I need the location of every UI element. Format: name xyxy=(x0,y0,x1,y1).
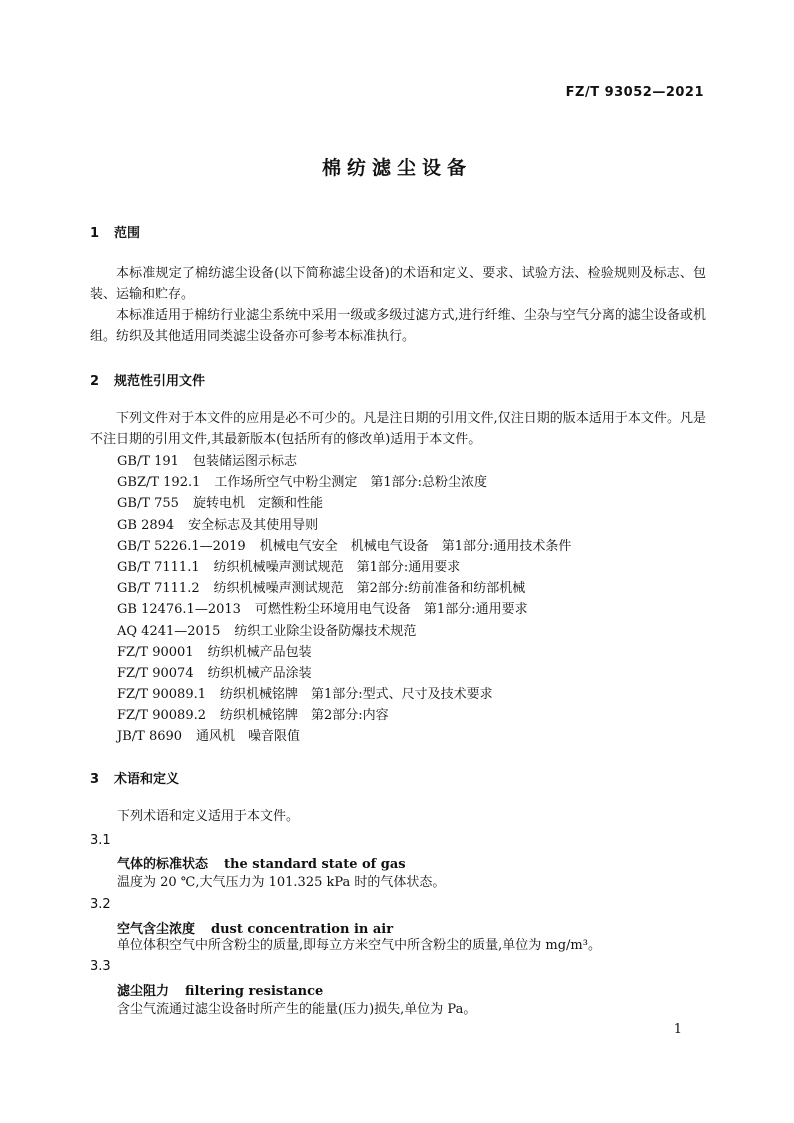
term-name-en: the standard state of gas xyxy=(224,857,406,872)
terms-intro: 下列术语和定义适用于本文件。 xyxy=(117,809,300,824)
term-name-zh: 气体的标准状态 xyxy=(117,857,209,872)
page-number: 1 xyxy=(673,1022,682,1037)
reference-title: 旋转电机 定额和性能 xyxy=(192,496,323,512)
document-title: 棉纺滤尘设备 xyxy=(321,157,472,179)
reference-title: 可燃性粉尘环境用电气设备 第1部分:通用要求 xyxy=(254,602,528,618)
term-number: 3.1 xyxy=(90,833,111,848)
reference-code: GB/T 191 xyxy=(117,454,179,469)
reference-item xyxy=(117,493,717,514)
reference-item xyxy=(117,557,717,578)
term-heading xyxy=(117,853,406,872)
reference-item xyxy=(117,515,717,536)
reference-code: FZ/T 90001 xyxy=(117,644,194,660)
term-name-en: filtering resistance xyxy=(185,984,324,999)
term-definition: 温度为 20 ℃,大气压力为 101.325 kPa 时的气体状态。 xyxy=(117,875,446,890)
reference-code: GBZ/T 192.1 xyxy=(117,475,201,491)
reference-code: GB 12476.1—2013 xyxy=(117,602,241,618)
reference-item xyxy=(117,621,717,642)
reference-title: 机械电气安全 机械电气设备 第1部分:通用技术条件 xyxy=(259,538,572,554)
normative-refs-intro: 下列文件对于本文件的应用是必不可少的。凡是注日期的引用文件,仅注日期的版本适用于本文件。凡是不注日期的引用文件,其最新版本(包括所有的修改单)适用于本文件。 xyxy=(90,411,706,447)
reference-code: GB/T 5226.1—2019 xyxy=(117,538,246,554)
section-title: 术语和定义 xyxy=(114,772,180,787)
reference-code: GB/T 7111.1 xyxy=(117,559,200,575)
reference-title: 纺织机械产品包装 xyxy=(207,644,312,660)
term-name-en: dust concentration in air xyxy=(211,922,394,937)
term-heading xyxy=(117,980,323,999)
reference-item xyxy=(117,599,717,620)
reference-code: JB/T 8690 xyxy=(117,729,183,745)
reference-title: 纺织机械铭牌 第2部分:内容 xyxy=(220,708,389,724)
section-number: 3 xyxy=(90,772,100,787)
reference-code: FZ/T 90074 xyxy=(117,665,194,681)
reference-title: 纺织机械产品涂装 xyxy=(207,665,312,681)
scope-paragraph-2: 本标准适用于棉纺行业滤尘系统中采用一级或多级过滤方式,进行纤维、尘杂与空气分离的滤尘设备或机组。纺织及其他适用同类滤尘设备亦可参考本标准执行。 xyxy=(90,308,706,344)
reference-title: 包装储运图示标志 xyxy=(192,454,297,469)
scope-paragraph-1: 本标准规定了棉纺滤尘设备(以下简称滤尘设备)的术语和定义、要求、试验方法、检验规则及标志、包装、运输和贮存。 xyxy=(90,266,706,302)
reference-code: FZ/T 90089.2 xyxy=(117,708,206,724)
term-name-zh: 空气含尘浓度 xyxy=(117,922,196,937)
reference-item xyxy=(117,472,717,493)
section-heading-scope xyxy=(90,222,140,241)
reference-title: 纺织机械铭牌 第1部分:型式、尺寸及技术要求 xyxy=(220,687,493,703)
reference-title: 纺织机械噪声测试规范 第1部分:通用要求 xyxy=(213,559,461,575)
section-heading-terms xyxy=(90,768,179,787)
section-title: 规范性引用文件 xyxy=(114,374,206,389)
reference-code: GB 2894 xyxy=(117,517,175,533)
section-number: 1 xyxy=(90,226,100,241)
reference-code: GB/T 7111.2 xyxy=(117,581,200,597)
reference-item xyxy=(117,451,717,472)
reference-item xyxy=(117,642,717,663)
reference-code: FZ/T 90089.1 xyxy=(117,687,206,703)
term-number: 3.2 xyxy=(90,897,111,912)
reference-title: 安全标志及其使用导则 xyxy=(188,517,319,533)
reference-title: 工作场所空气中粉尘测定 第1部分:总粉尘浓度 xyxy=(214,475,488,491)
section-title: 范围 xyxy=(114,226,141,241)
section-heading-normative-refs xyxy=(90,370,205,389)
reference-item xyxy=(117,536,717,557)
reference-title: 纺织机械噪声测试规范 第2部分:纺前准备和纺部机械 xyxy=(213,581,526,597)
reference-item xyxy=(117,578,717,599)
term-name-zh: 滤尘阻力 xyxy=(117,984,170,999)
reference-item xyxy=(117,726,717,747)
reference-item xyxy=(117,684,717,705)
term-definition: 单位体积空气中所含粉尘的质量,即每立方米空气中所含粉尘的质量,单位为 mg/m³。 xyxy=(117,938,601,953)
reference-list xyxy=(117,451,717,748)
term-number: 3.3 xyxy=(90,959,111,974)
reference-item xyxy=(117,705,717,726)
reference-code: AQ 4241—2015 xyxy=(117,623,221,639)
reference-code: GB/T 755 xyxy=(117,496,179,512)
reference-title: 纺织工业除尘设备防爆技术规范 xyxy=(234,623,417,639)
term-definition: 含尘气流通过滤尘设备时所产生的能量(压力)损失,单位为 Pa。 xyxy=(117,1002,477,1017)
reference-title: 通风机 噪音限值 xyxy=(196,729,301,745)
reference-item xyxy=(117,663,717,684)
standard-code: FZ/T 93052—2021 xyxy=(565,85,704,100)
section-number: 2 xyxy=(90,374,100,389)
